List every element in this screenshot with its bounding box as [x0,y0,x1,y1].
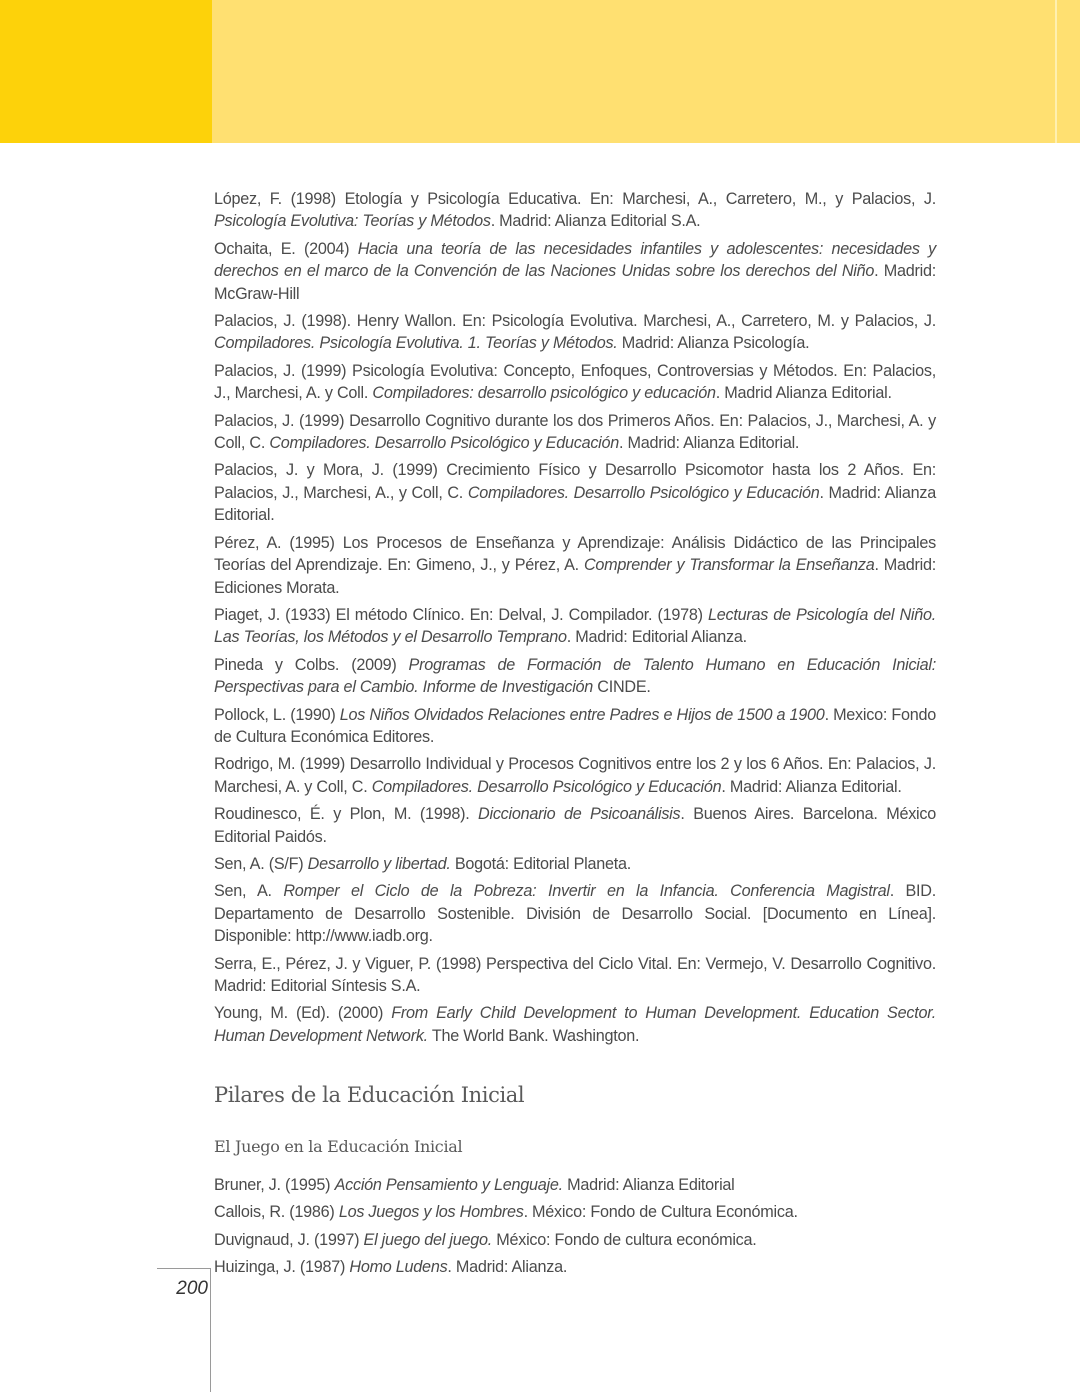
reference-text: Sen, A. [214,882,284,901]
reference-entry [214,1201,936,1223]
reference-text: Bogotá: Editorial Planeta. [450,854,632,873]
reference-entry [214,704,936,749]
reference-text: . Madrid: Editorial Alianza. [566,628,747,647]
reference-text: . Madrid: Alianza Editorial. [721,777,902,796]
reference-entry [214,1174,936,1196]
section-title: Pilares de la Educación Inicial [214,1083,525,1108]
reference-text: Young, M. (Ed). (2000) [214,1004,392,1023]
reference-entry [214,604,936,649]
reference-title: Compiladores. Desarrollo Psicológico y Educación [467,483,820,502]
reference-text: . Madrid: McGraw-Hill [214,262,936,303]
reference-text: CINDE. [593,678,651,697]
reference-title: Compiladores. Desarrollo Psicológico y Educación [269,434,620,453]
reference-text: . Madrid: Alianza. [447,1257,568,1276]
reference-title: El juego del juego. [363,1230,492,1249]
header-band-divider [1055,0,1057,143]
reference-title: Hacia una teoría de las necesidades infantiles y adolescentes: necesidades y derechos en el marco de la Convención de las Naciones Unidas sobre los derechos del Niño [214,239,936,281]
reference-text: Palacios, J. (1999) Psicología Evolutiva: Concepto, Enfoques, Controversias y Métodos. En: Palacios, J., Marchesi, A. y Coll. [214,361,936,403]
reference-text: . Mexico: Fondo de Cultura Económica Editores. [214,705,936,746]
reference-entry [214,803,936,848]
page-number-rule [157,1268,211,1269]
reference-title: Psicología Evolutiva: Teorías y Métodos [214,212,491,231]
reference-text: Palacios, J. (1998). Henry Wallon. En: Psicología Evolutiva. Marchesi, A., Carretero, M. y Palacios, J. [214,312,936,331]
reference-title: Comprender y Transformar la Enseñanza [583,556,875,575]
header-band-right [212,0,1080,143]
reference-text: Madrid: Alianza Psicología. [617,334,810,353]
reference-text: Bruner, J. (1995) [214,1176,335,1195]
reference-entry [214,238,936,305]
reference-text: Pollock, L. (1990) [214,705,340,724]
reference-title: Homo Ludens [349,1257,448,1276]
reference-text: . Madrid Alianza Editorial. [715,384,892,403]
reference-text: Huizinga, J. (1987) [214,1257,350,1276]
page-number: 200 [176,1278,208,1299]
reference-title: Diccionario de Psicoanálisis [478,805,681,824]
reference-text: . Madrid: Alianza Editorial. [619,434,800,453]
header-band-left [0,0,212,143]
page-margin-line [210,1268,211,1392]
reference-title: Acción Pensamiento y Lenguaje. [334,1176,563,1195]
reference-entry [214,880,936,947]
reference-list-juego [214,1174,936,1278]
reference-title: Los Niños Olvidados Relaciones entre Padres e Hijos de 1500 a 1900 [339,705,825,724]
reference-title: Compiladores: desarrollo psicológico y educación [372,384,716,403]
reference-text: The World Bank. Washington. [427,1026,640,1045]
reference-title: From Early Child Development to Human Development. Education Sector. Human Development Network. [214,1004,936,1045]
reference-entry [214,360,936,405]
reference-text: Piaget, J. (1933) El método Clínico. En: Delval, J. Compilador. (1978) [214,605,708,624]
reference-text: . Madrid: Alianza Editorial S.A. [490,212,701,231]
reference-title: Compiladores. Desarrollo Psicológico y Educación [371,777,722,796]
reference-entry [214,1256,936,1278]
reference-entry [214,532,936,599]
bibliography-content [214,188,936,1283]
reference-entry [214,953,936,998]
reference-entry [214,1002,936,1047]
reference-text: Duvignaud, J. (1997) [214,1230,364,1249]
reference-title: Lecturas de Psicología del Niño. Las Teorías, los Métodos y el Desarrollo Temprano [214,605,936,647]
reference-title: Desarrollo y libertad. [307,854,451,873]
reference-entry [214,1229,936,1251]
reference-text: México: Fondo de cultura económica. [491,1230,757,1249]
reference-entry [214,188,936,233]
reference-text: . BID. Departamento de Desarrollo Sostenible. División de Desarrollo Social. [Documento en Línea]. Disponible: http://www.iadb.org. [214,882,936,946]
reference-text: Pérez, A. (1995) Los Procesos de Enseñanza y Aprendizaje: Análisis Didáctico de las Principales Teorías del Aprendizaje. En: Gimeno, J., y Pérez, A. [214,533,936,575]
reference-text: Palacios, J. (1999) Desarrollo Cognitivo durante los dos Primeros Años. En: Palacios, J., Marchesi, A. y Coll, C. [214,411,936,453]
reference-text: Ochaita, E. (2004) [214,239,358,258]
reference-text: López, F. (1998) Etología y Psicología Educativa. En: Marchesi, A., Carretero, M., y Palacios, J. [214,190,936,208]
reference-title: Romper el Ciclo de la Pobreza: Invertir en la Infancia. Conferencia Magistral [283,882,890,901]
subsection-title: El Juego en la Educación Inicial [214,1137,463,1157]
reference-entry [214,310,936,355]
reference-text: . Buenos Aires. Barcelona. México Editorial Paidós. [214,805,936,846]
reference-title: Compiladores. Psicología Evolutiva. 1. Teorías y Métodos. [214,334,618,353]
reference-entry [214,654,936,699]
reference-text: . México: Fondo de Cultura Económica. [523,1203,798,1222]
reference-text: Sen, A. (S/F) [214,854,308,873]
reference-text: . Madrid: Ediciones Morata. [214,556,936,597]
reference-text: Rodrigo, M. (1999) Desarrollo Individual y Procesos Cognitivos entre los 2 y los 6 Años. En: Palacios, J. Marchesi, A. y Coll, C. [214,755,936,796]
reference-entry [214,853,936,875]
reference-entry [214,410,936,455]
reference-title: Programas de Formación de Talento Humano en Educación Inicial: Perspectivas para el Cambio. Informe de Investigación [214,655,936,697]
reference-text: Palacios, J. y Mora, J. (1999) Crecimiento Físico y Desarrollo Psicomotor hasta los 2 Años. En: Palacios, J., Marchesi, A., y Coll, C. [214,461,936,502]
reference-entry [214,459,936,526]
reference-text: Serra, E., Pérez, J. y Viguer, P. (1998) Perspectiva del Ciclo Vital. En: Vermejo, V. Desarrollo Cognitivo. Madrid: Editorial Síntesis S.A. [214,954,936,995]
reference-text: Roudinesco, É. y Plon, M. (1998). [214,805,479,824]
reference-text: Pineda y Colbs. (2009) [214,655,409,674]
reference-list [214,188,936,1047]
reference-text: Madrid: Alianza Editorial [562,1176,735,1195]
reference-title: Los Juegos y los Hombres [338,1203,524,1222]
reference-text: . Madrid: Alianza Editorial. [214,483,936,525]
reference-entry [214,753,936,798]
reference-text: Callois, R. (1986) [214,1203,339,1222]
